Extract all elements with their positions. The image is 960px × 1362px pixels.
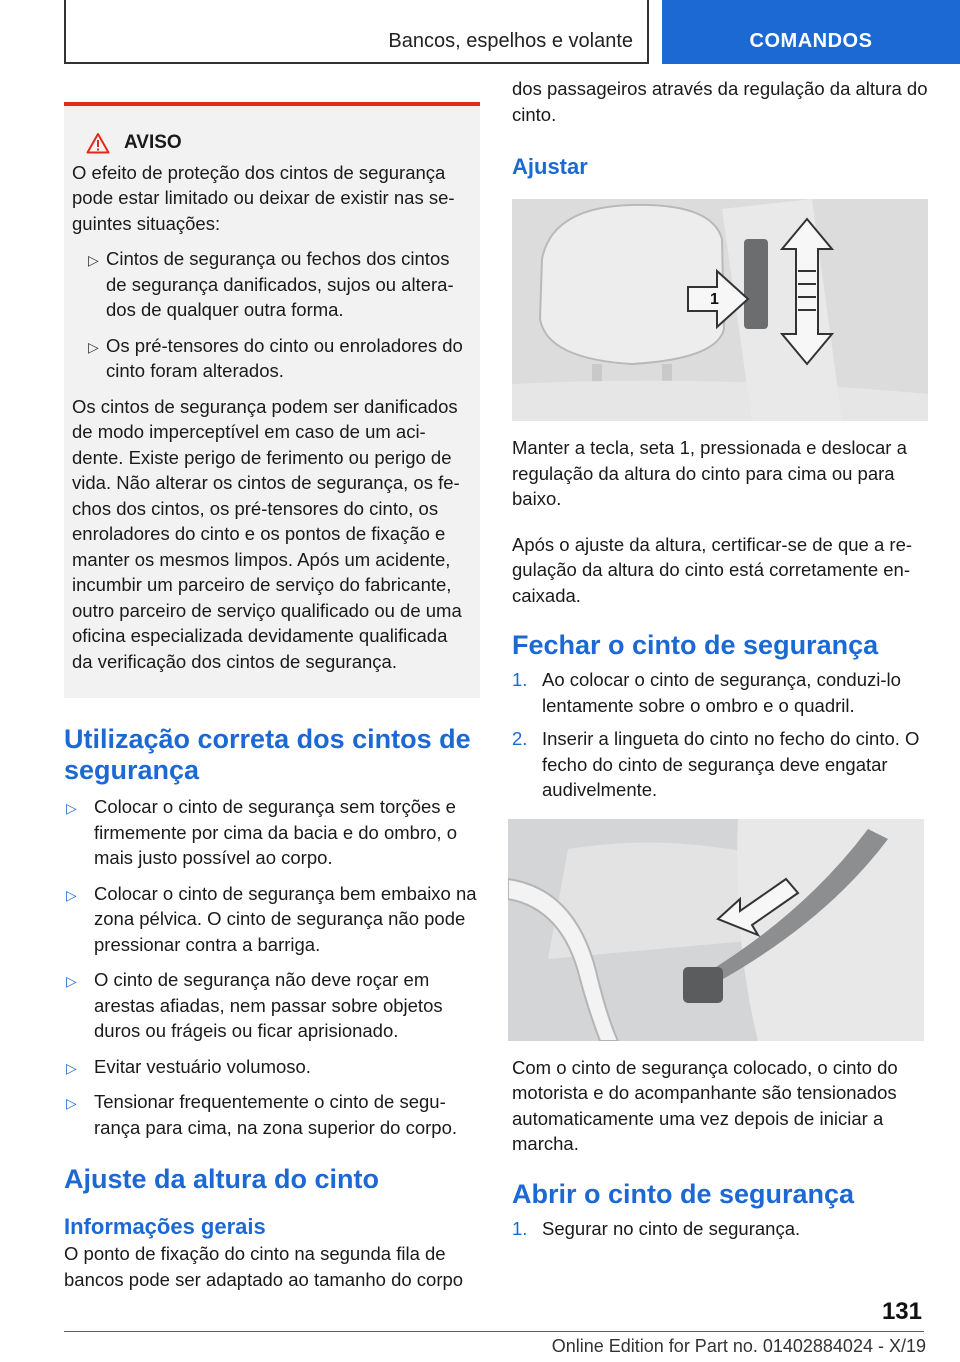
warning-title: AVISO (124, 132, 182, 153)
header-chapter-tab (662, 0, 960, 64)
list-item (72, 246, 470, 323)
list-item-text: O cinto de segurança não deve roçar em arestas afiadas, nem passar sobre objetos duros ou frágeis ou ficar aprisionado. (94, 969, 443, 1041)
list-item-text: Tensionar frequentemente o cinto de segu‐ rança para cima, na zona superior do corpo. (94, 1091, 458, 1138)
belt-height-adjuster-illustration (512, 199, 928, 421)
list-item-text: Os pré-tensores do cinto ou enroladores do cinto foram alterados. (106, 334, 463, 381)
bullet-triangle-icon: ▷ (66, 1095, 77, 1111)
list-item-text: Colocar o cinto de segurança sem torções e firmemente por cima da bacia e do ombro, o mais justo possível ao corpo. (94, 796, 457, 868)
heading-fasten-belt: Fechar o cinto de segurança (512, 630, 879, 660)
warning-title-row (72, 130, 470, 156)
list-item-text: Cintos de segurança ou fechos dos cintos de segurança danificados, sujos ou altera‐ dos de qualquer outra forma. (106, 248, 454, 320)
list-item (64, 794, 480, 871)
header-section-box (64, 0, 649, 64)
step-text: Segurar no cinto de segurança. (542, 1217, 801, 1239)
warning-list (72, 246, 470, 384)
open-steps (512, 1216, 928, 1242)
list-item-text: Evitar vestuário volumoso. (94, 1055, 311, 1077)
step-text: Ao colocar o cinto de segurança, conduzi-lo lentamente sobre o ombro e o quadril. (542, 669, 901, 716)
heading-correct-use: Utilização correta dos cintos de segurança (64, 724, 471, 785)
page-number: 131 (881, 1298, 922, 1325)
figure-callout-label: 1 (710, 291, 719, 308)
bullet-triangle-icon: ▷ (66, 1059, 77, 1076)
bullet-triangle-icon: ▷ (66, 800, 77, 816)
belt-buckle-figure (508, 819, 924, 1041)
heading-open-belt: Abrir o cinto de segurança (512, 1178, 855, 1209)
bullet-triangle-icon: ▷ (66, 886, 77, 903)
correct-use-list (64, 794, 480, 1140)
step-number: 1. (512, 669, 528, 690)
header-section-title: Bancos, espelhos e volante (388, 30, 633, 52)
right-column (512, 78, 928, 1249)
step-number: 1. (512, 1217, 528, 1239)
list-item (72, 333, 470, 384)
list-item (512, 726, 928, 803)
adjust-text-1: Manter a tecla, seta 1, pressionada e deslocar a regulação da altura do cinto para cima ou para baixo. (512, 437, 907, 509)
list-item (64, 881, 480, 958)
general-info-continued (512, 76, 928, 127)
step-text: Inserir a lingueta do cinto no fecho do cinto. O fecho do cinto de segurança deve engatar audivelmente. (542, 728, 920, 800)
subheading-general-info: Informações gerais (64, 1214, 266, 1239)
step-number: 2. (512, 728, 528, 749)
list-item (64, 967, 480, 1044)
bullet-triangle-icon: ▷ (88, 338, 99, 355)
list-item (512, 1216, 928, 1242)
subheading-adjust: Ajustar (512, 154, 588, 179)
left-column (64, 102, 480, 1292)
list-item (64, 1054, 480, 1080)
list-item-text: Colocar o cinto de segurança bem embaixo na zona pélvica. O cinto de segurança não pode pressionar contra a barriga. (94, 882, 477, 955)
adjust-text-2: Após o ajuste da altura, certificar-se de que a re‐ gulação da altura do cinto está corretamente en‐ caixada. (512, 533, 913, 606)
warning-body: Os cintos de segurança podem ser danificados de modo imperceptível em caso de um aci‐ dente. Existe perigo de ferimento ou perigo de vida. Não alterar os cintos de segurança, os fe‐ chos dos cintos, os pré-tensores do cinto, os enroladores do cinto e os pontos de fixação e manter os mesmos limpos. Após um acidente, incumbir um parceiro de serviço do fabricante, outro parceiro de serviço qualificado ou de uma oficina especializada devidamente qualificada da verificação dos cintos de segurança. (72, 395, 462, 672)
warning-intro: O efeito de proteção dos cintos de segurança pode estar limitado ou deixar de existir nas se‐ guintes situações: (72, 161, 455, 234)
belt-height-adjuster-figure (512, 199, 928, 421)
after-fasten-text: Com o cinto de segurança colocado, o cinto do motorista e do acompanhante são tensionados automaticamente uma vez depois de iniciar a marcha. (512, 1056, 898, 1154)
warning-box (64, 102, 480, 698)
header-chapter-title: COMANDOS (749, 30, 873, 52)
warning-triangle-icon (86, 132, 110, 154)
footer-edition: Online Edition for Part no. 01402884024 - X/19 (551, 1336, 926, 1356)
list-item (512, 667, 928, 718)
heading-height-adjust: Ajuste da altura do cinto (64, 1164, 380, 1194)
list-item (64, 1089, 480, 1140)
belt-buckle-illustration (508, 819, 924, 1041)
fasten-steps (512, 667, 928, 803)
bullet-triangle-icon: ▷ (88, 252, 99, 268)
bullet-triangle-icon: ▷ (66, 973, 77, 989)
general-info-text-part1: O ponto de fixação do cinto na segunda fila de bancos pode ser adaptado ao tamanho do corpo (64, 1243, 464, 1290)
footer-divider (64, 1331, 924, 1332)
general-info-text-part2: dos passageiros através da regulação da altura do cinto. (512, 78, 928, 125)
